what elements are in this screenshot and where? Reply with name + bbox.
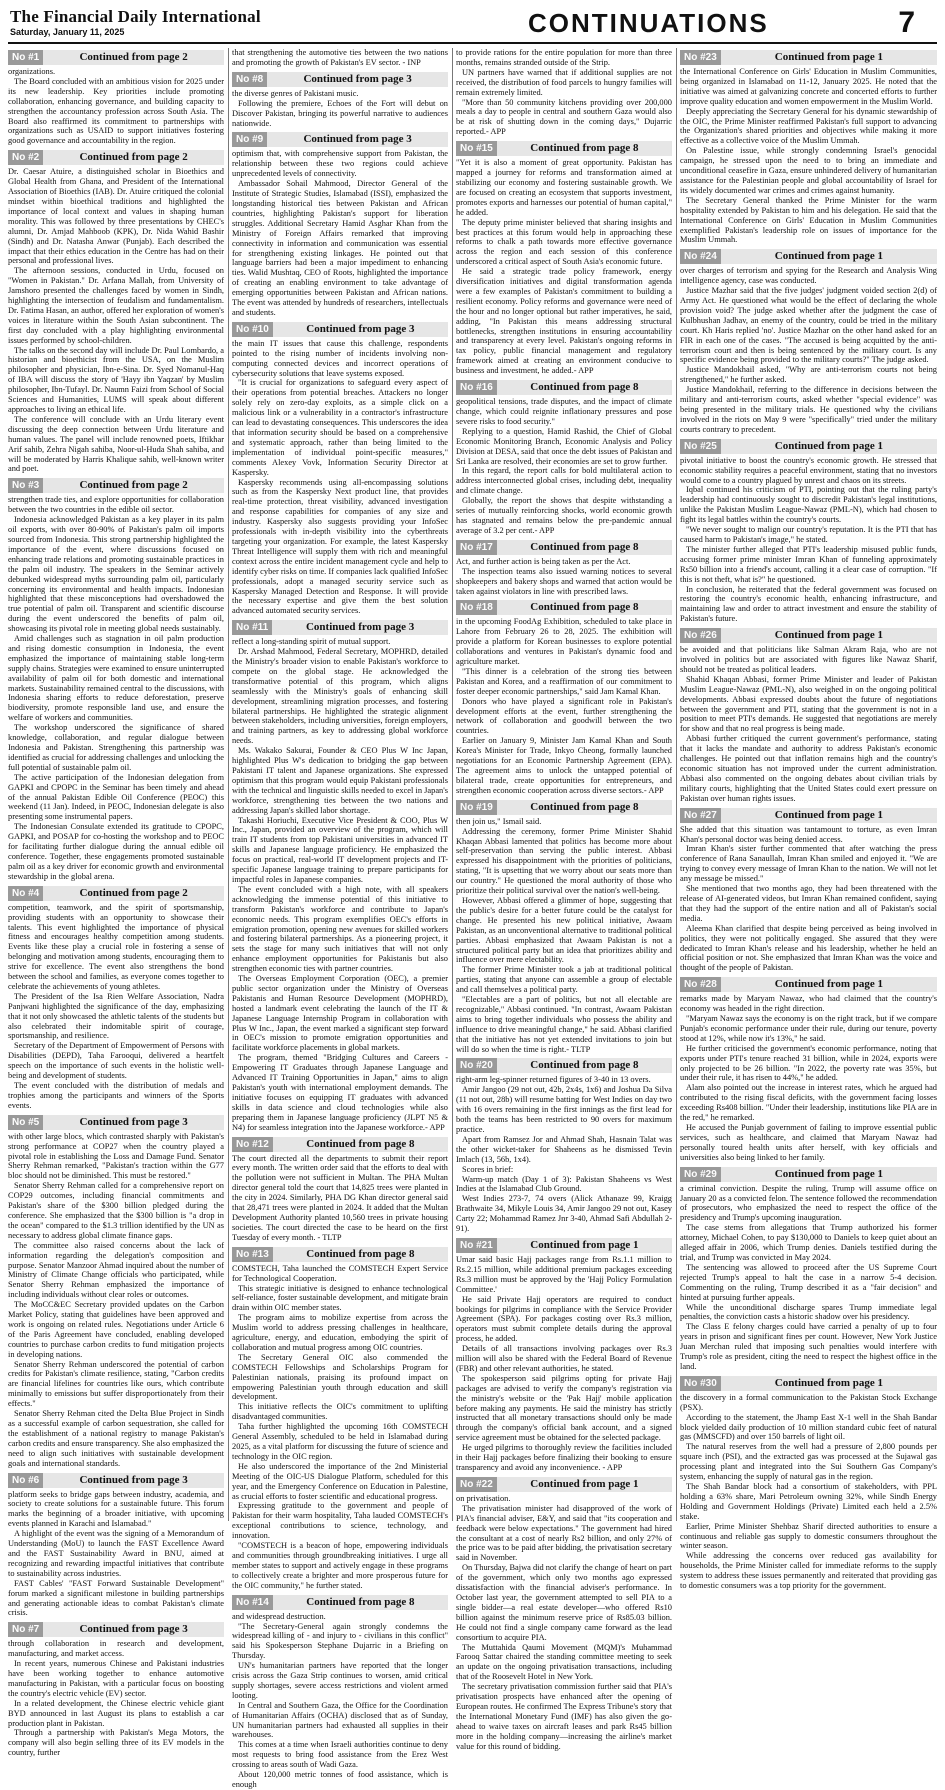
continued-from-label: Continued from page 8: [530, 540, 639, 553]
story-number-tag: No #11: [232, 620, 272, 635]
story-paragraph: be avoided and that politicians like Salman Akram Raja, who are not involved in politics but are associated with figures like Nawaz Sharif, should not be treated as political leaders.: [680, 645, 937, 674]
continued-from-label: Continued from page 1: [530, 1238, 639, 1251]
story-number-tag: No #2: [8, 150, 43, 165]
story-header: [232, 132, 448, 147]
column-1: [8, 48, 224, 1758]
story-paragraph: This comes at a time when Israeli authorities continue to deny most requests to bring food assistance from the Erez West crossing to areas south of Wadi Gaza.: [232, 1740, 448, 1770]
story-paragraph: Ms. Wakako Sakurai, Founder & CEO Plus W Inc Japan, highlighted Plus W's dedication to bridging the gap between Pakistani IT talent and Japanese organizations. She expressed optimism that this program would equip Pakistani professionals with the technical and linguistic skills needed to excel in Japan's workforce, strengthening ties between the two nations and addressing Japan's skilled labor shortage.: [232, 746, 448, 815]
story-paragraph: The President of the Isa Rien Welfare Association, Nadra Panjwani highlighted the significance of the day, emphasizing that it not only showcased the athletic talents of the students but also celebrated their indomitable spirit of courage, sportsmanship, and resilience.: [8, 991, 224, 1041]
story-number-tag: No #28: [680, 977, 721, 992]
continuation-story: [8, 1473, 224, 1619]
continuation-story: [680, 1167, 937, 1372]
story-header: [232, 620, 448, 635]
story-paragraph: over charges of terrorism and spying for the Research and Analysis Wing intelligence agency, case was conducted.: [680, 266, 937, 286]
continued-from-label: Continued from page 2: [79, 886, 188, 899]
story-paragraph: Earlier, Prime Minister Shehbaz Sharif directed authorities to ensure a continuous and reliable gas supply to domestic consumers throughout the winter season.: [680, 1521, 937, 1551]
story-paragraph: "Yet it is also a moment of great opportunity. Pakistan has mapped a journey for reforms and transformation aimed at stabilizing our economy and fostering sustainable growth. We are focused on creating an ecosystem that supports investment, promotes exports and harnesses our potential of human capital," he added.: [456, 158, 672, 217]
story-header: [8, 886, 224, 901]
story-paragraph: According to the statement, the Jhamp East X-1 well in the Shah Bandar block yielded daily production of 10 million standard cubic feet of natural gas (MMSCFD) and over 150 barrels of light oil.: [680, 1412, 937, 1442]
story-body: [232, 1264, 448, 1591]
story-paragraph: Alam also pointed out the increase in interest rates, which he argued had contributed to the rising fiscal deficits, with the government facing losses exceeding Rs408 billion. "Under their leadership, institutions like PIA are in the red," he remarked.: [680, 1083, 937, 1123]
story-paragraph: This initiative reflects the OIC's commitment to uplifting disadvantaged communities.: [232, 1402, 448, 1422]
story-body: [680, 825, 937, 974]
story-number-tag: No #6: [8, 1473, 43, 1488]
story-paragraph: The afternoon sessions, conducted in Urdu, focused on "Women in Pakistan." Dr. Arfana Mallah, from University of Jamshoro presented the challenges faced by women in Sindh, highlighting the intersection of feudalism and fundamentalism. Dr. Fatima Hasan, an author, offered her exploration of women's voices in literature within the South Asian subcontinent. The first day concluded with a play highlighting environmental issues performed by school-children.: [8, 266, 224, 345]
story-paragraph: However, Abbasi offered a glimmer of hope, suggesting that the public's desire for a better future could be the catalyst for change. He presented his new political initiative, Awaam Pakistan, as an unconventional alternative to traditional political parties. Abbasi emphasized that Awaam Pakistan is not a structured political party but an idea that prioritizes ability and influence over mere electability.: [456, 895, 672, 965]
story-number-tag: No #7: [8, 1622, 43, 1637]
continued-from-label: Continued from page 8: [306, 1137, 415, 1150]
story-body: [8, 67, 224, 146]
story-header: [680, 439, 937, 454]
story-header: [680, 977, 937, 992]
continuation-story: [8, 1115, 224, 1469]
continuation-story: [680, 439, 937, 624]
story-paragraph: "We never sought to malign our country's reputation. It is the PTI that has caused harm to Pakistan's image," he stated.: [680, 525, 937, 544]
story-paragraph: The sentencing was allowed to proceed after the US Supreme Court rejected Trump's appeal to halt the case in a narrow 5-4 decision. Commenting on the ruling, Trump described it as a "fair decision" and hinted at pursuing further appeals.: [680, 1262, 937, 1302]
continuation-story: [232, 620, 448, 1132]
story-paragraph: The deputy prime minister believed that sharing insights and best practices at this forum would help in approaching these reforms to chalk a path towards more effective governance across the region and each session of this conference underscored a critical aspect of South Asia's economic future.: [456, 217, 672, 267]
continuation-story: [680, 628, 937, 804]
story-paragraph: The Shah Bandar block had a consortium of stakeholders, with PPL holding a 63% share, Mari Petroleum owning 32%, while Sindh Energy Holding and Government Holdings (Private) Limited each held a 2.5% stake.: [680, 1482, 937, 1521]
page-number: 7: [898, 6, 915, 39]
story-paragraph: the discovery in a formal communication to the Pakistan Stock Exchange (PSX).: [680, 1392, 937, 1412]
section-title: CONTINUATIONS: [528, 8, 769, 38]
story-header: [8, 50, 224, 65]
story-paragraph: the diverse genres of Pakistani music.: [232, 88, 359, 98]
story-paragraph: in the upcoming FoodAg Exhibition, scheduled to take place in Lahore from February 26 to 28, 2025. The exhibition will provide a platform for Korean businesses to explore potential collaborations and ventures in Pakistan's dynamic food and agriculture market.: [456, 617, 672, 667]
continued-from-label: Continued from page 1: [530, 1477, 639, 1490]
story-paragraph: Deeply appreciating the Secretary General for his dynamic stewardship of the OIC, the Prime Minister reaffirmed Pakistan's full support to advancing the Organization's shared priorities and objectives while making it more effective as a collective voice of the Muslim Ummah.: [680, 106, 937, 146]
issue-date: Saturday, January 11, 2025: [10, 27, 125, 37]
story-body: [8, 495, 224, 881]
continuation-story: [456, 540, 672, 597]
continuation-story: [456, 380, 672, 536]
story-number-tag: No #1: [8, 50, 43, 65]
continued-from-label: Continued from page 8: [530, 601, 639, 614]
column-4: [680, 48, 937, 1591]
story-paragraph: The conference will conclude with an Urdu literary event discussing the deep connection between Urdu literature and human values. The panel will include renowned poets, Iftikhar Arif sahib, Zehra Nigah sahiba, Noor-ul-Huda Shah sahiba, and will be moderated by Harris Khalique sahib, well-known writer and poet.: [8, 414, 224, 474]
story-header: [456, 540, 672, 555]
continuation-story: [456, 600, 672, 795]
continuation-story: [680, 50, 937, 245]
story-paragraph: The program aims to mobilize expertise from across the Muslim world to address pressing challenges in healthcare, agriculture, energy, and education, embodying the spirit of collaboration and mutual progress among OIC countries.: [232, 1313, 448, 1352]
story-paragraph: FAST Cables' "FAST Forward Sustainable Development" forum marked a significant milestone in building partnerships and generating actionable ideas to combat Pakistan's climate crisis.: [8, 1578, 224, 1618]
story-body: [8, 903, 224, 1111]
continued-from-label: Continued from page 8: [306, 1595, 415, 1608]
story-number-tag: No #17: [456, 540, 497, 555]
story-paragraph: Abbasi further critiqued the current government's performance, stating that it lacks the mandate and authority to address Pakistan's economic challenges. He pointed out that inflation remains high and the country's economic situation has not improved under the current administration. Abbasi also commented on the ongoing debates about civilian trials by military courts, highlighting that the United States could exert pressure on Pakistan over human rights issues.: [680, 734, 937, 803]
story-body: [680, 266, 937, 434]
story-paragraph: geopolitical tensions, trade disputes, and the impact of climate change, which could reignite inflationary pressures and pose severe risks to food security.": [456, 397, 672, 426]
story-body: [8, 1132, 224, 1469]
story-paragraph: Imran Khan's sister further commented that after watching the press conference of Rana Sanaullah, Imran Khan smiled and enjoyed it. "We are trying to convey every message of Imran Khan to the nation. We will not let any message be missed.": [680, 844, 937, 884]
story-paragraph: In this regard, the report calls for bold multilateral action to address interconnected global crises, including debt, inequality and climate change.: [456, 466, 672, 496]
continuation-story: [8, 1622, 224, 1758]
story-body: [232, 1612, 448, 1790]
story-paragraph: Amid challenges such as stagnation in oil palm production and rising domestic consumption in Indonesia, the event emphasized the importance of maintaining stable long-term supply chains. Strategies were examined to ensure uninterrupted availability of palm oil for both domestic and international markets. Sustainability remained central to the discussions, with Indonesia sharing efforts to reduce deforestation, preserve biodiversity, promote responsible land use, and ensure the welfare of workers and communities.: [8, 634, 224, 723]
story-paragraph: Indonesia acknowledged Pakistan as a key player in its palm oil exports, with over 80-90% of Pakistan's palm oil imports sourced from Indonesia. This strong partnership highlighted the importance of the event, where discussions focused on enhancing trade relations and promoting sustainable practices in the palm oil industry. The speakers in the Seminar actively debunked widespread myths surrounding palm oil, particularly concerning its environmental and health impacts. Indonesian highlighted that these misconceptions had overshadowed the true potential of palm oil. Transparent and scientific discourse during the event underscored the benefits of palm oil, showcasing its pivotal role in meeting global needs sustainably.: [8, 515, 224, 634]
continued-from-label: Continued from page 2: [79, 479, 188, 492]
column-divider: [676, 48, 677, 1521]
story-number-tag: No #13: [232, 1247, 273, 1262]
story-paragraph: The former Prime Minister took a jab at traditional political parties, stating that anyone can assemble a group of electable and call themselves a political party.: [456, 965, 672, 995]
story-paragraph: Justice Mazhar said that the five judges' judgment voided section 2(d) of Army Act. He questioned what would be the effect of declaring the whole provision void? The judge asked whether after the judgment the case of Kulbhushan Jadhav, an enemy of the country, could be tried in the military court. Kh Haris replied 'no'. Justice Mazhar on the other hand asked for an FIR in each one of the cases. "The accused is being acquitted by the anti-terrorism court and then is being sentenced by the military court. Is any specific evidence being provided to the military courts?" The judge asked.: [680, 286, 937, 365]
story-number-tag: No #19: [456, 800, 497, 815]
story-paragraph: Umar said basic Hajj packages range from Rs.1.1 million to Rs.2.15 million, while additional premium packages exceeding Rs.3 million must be approved by the 'Hajj Policy Formulation Committee.': [456, 1254, 672, 1294]
story-number-tag: No #16: [456, 380, 497, 395]
story-paragraph: He said Private Hajj operators are required to conduct bookings for pilgrims in compliance with the Service Provider Agreement (SPA). For packages costing over Rs.3 million, operators must submit complete details during the approval process, he added.: [456, 1294, 672, 1344]
story-body: [8, 167, 224, 474]
continuation-story: [680, 977, 937, 1162]
story-paragraph: The natural reserves from the well had a pressure of 2,800 pounds per square inch (PSI), and the extracted gas was processed at the Sujawal gas processing plant and integrated into the Sui Southern Gas Company's system, enhancing the supply of natural gas in the region.: [680, 1442, 937, 1482]
continued-from-label: Continued from page 1: [774, 439, 884, 452]
story-paragraph: Details of all transactions involving packages over Rs.3 million will also be shared with the Federal Board of Revenue (FBR) and other relevant authorities, he stated.: [456, 1344, 672, 1373]
story-paragraph: Globally, the report the shows that despite withstanding a series of mutually reinforcing shocks, world economic growth has stagnated and remains below the pre-pandemic annual average of 3.2 per cent.- APP: [456, 496, 672, 535]
story-paragraph: The committee also raised concerns about the lack of information regarding the delegation's composition and purpose. Senator Manzoor Ahmad inquired about the number of Ministry of Climate Change officials who participated, while Senator Sherry Rehman emphasized the importance of including individuals without clear roles or outcomes.: [8, 1240, 224, 1300]
column-2: [232, 48, 448, 1789]
story-paragraph: The court directed all the departments to submit their report every month. The written order said that the efforts to deal with the pollution were not sufficient in Multan. The PHA Multan director general told the court that 14,825 trees were planted in the city in 2024. Similarly, PHA DG Khan director general said that 28,471 trees were planted in 2024. It added that the Multan Development Authority planted 10,560 trees in private housing societies. The court directed the case to be heard on the first Tuesday of every month. - TLTP: [232, 1153, 448, 1242]
story-paragraph: The program, themed "Bridging Cultures and Careers - Empowering IT Graduates through Japanese Language and Advanced IT Training Opportunities in Japan," aims to align Pakistan's youth with international employment demands. The initiative focuses on equipping IT graduates with advanced skills in data science and cloud technologies while also preparing them in Japanese language proficiency (JLPT N5 & N4) for seamless integration into the Japanese workforce.- APP: [232, 1053, 448, 1132]
story-paragraph: Dr. Caesar Atuire, a distinguished scholar in Bioethics and Global Health from Ghana, and President of the International Association of Bioethics (IAB). Dr. Atuire critiqued the colonial mindset within bioethical traditions and highlighted the importance of local context and values in shaping human morality. This was followed by three presentations by CHEC's alumni, Dr. Amjad Mahboob (KPK), Dr. Nida Wahid Bashir (Sindh) and Dr. Natasha Anwar (Punjab). Each described the impact that their ethics education in the Centre has had on their personal and professional lives.: [8, 167, 224, 266]
story-paragraph: This strategic initiative is designed to enhance technological self-reliance, foster sustainable development, and mitigate brain drain within OIC member states.: [232, 1283, 448, 1313]
continuation-story: [456, 800, 672, 1055]
continuation-story: [456, 1058, 672, 1234]
story-body: [680, 994, 937, 1162]
story-paragraph: She added that this situation was tantamount to torture, as even Imran Khan's personal doctor was being denied access.: [680, 824, 937, 844]
continued-from-label: Continued from page 3: [79, 1473, 188, 1486]
story-paragraph: Justice Mandokhail asked, "Why are anti-terrorism courts not being strengthened," he further asked.: [680, 365, 937, 385]
continued-from-label: Continued from page 8: [530, 800, 639, 813]
story-paragraph: "More than 50 community kitchens providing over 200,000 meals a day to people in central and southern Gaza would also be at risk of shutting down in the coming days," Dujarric reported.- APP: [456, 97, 672, 137]
story-header: [8, 1622, 224, 1637]
story-paragraph: The Class E felony charges could have carried a penalty of up to four years in prison and significant fines per count. However, New York Justice Juan Merchan ruled that imposing such penalties would interfere with Trump's role as president, citing the need to respect the highest office in the land.: [680, 1322, 937, 1371]
story-paragraph: Kaspersky recommends using all-encompassing solutions such as from the Kaspersky Next product line, that provides real-time protection, threat visibility, advanced investigation and response capabilities for companies of any size and industry. Kaspersky also suggests providing your InfoSec professionals with in-depth visibility into the cyberthreats targeting your organization. For example, the latest Kaspersky Threat Intelligence will supply them with rich and meaningful context across the entire incident management cycle and help to identify cyber risks on time. If companies lack qualified InfoSec professionals, adopt a managed security service such as Kaspersky Managed Detection and Response. It will provide the necessary expertise and give them the best solution advanced automated security services.: [232, 477, 448, 616]
story-header: [456, 1477, 672, 1492]
story-number-tag: No #29: [680, 1167, 721, 1182]
story-number-tag: No #30: [680, 1376, 721, 1391]
story-number-tag: No #26: [680, 628, 721, 643]
story-body: [456, 1255, 672, 1473]
story-number-tag: No #22: [456, 1477, 497, 1492]
story-number-tag: No #12: [232, 1137, 273, 1152]
story-body: [232, 89, 448, 129]
story-paragraph: The privatisation minister had disapproved of the work of PIA's financial adviser, E&Y, and said that "its cooperation and feedback were below expectations." The government had hired the consultant at a cost of nearly Rs2 billion, and only 27% of the price was to be paid after bidding, the privatisation secretary said in November.: [456, 1503, 672, 1563]
continuation-story: [232, 72, 448, 129]
continuation-story: [456, 141, 672, 376]
story-number-tag: No #21: [456, 1238, 497, 1253]
story-paragraph: and widespread destruction.: [232, 1611, 326, 1621]
story-paragraph: Through a partnership with Pakistan's Mega Motors, the company will also begin selling three of its EV models in the country, further: [8, 1728, 224, 1758]
continued-from-label: Continued from page 1: [774, 1376, 884, 1389]
story-body: [232, 1154, 448, 1243]
story-header: [8, 478, 224, 493]
story-paragraph: He accused the Punjab government of failing to improve essential public services, such as healthcare, and claimed that Maryam Nawaz had personally toured health units after herself, with key officials and universities also being linked to her family.: [680, 1123, 937, 1162]
story-paragraph: About 120,000 metric tonnes of food assistance, which is enough: [232, 1770, 448, 1789]
story-paragraph: Addressing the ceremony, former Prime Minister Shahid Khaqan Abbasi lamented that politics has become more about self-preservation than serving the public interest. Abbasi expressed his disappointment with the priorities of politicians, stating, "It is upsetting that we worry about our seats more than our country." He questioned the moral authority of those who prioritize their political survival over the nation's well-being.: [456, 826, 672, 896]
continued-from-label: Continued from page 1: [774, 629, 884, 642]
story-paragraph: He urged pilgrims to thoroughly review the facilities included in their Hajj packages before finalizing their booking to ensure transparency and avoid any inconvenience. - APP: [456, 1443, 672, 1472]
story-header: [8, 1115, 224, 1130]
story-paragraph: on privatisation.: [456, 1493, 511, 1503]
continued-from-label: Continued from page 2: [79, 151, 188, 164]
story-paragraph: He said a strategic trade policy framework, energy diversification initiatives and digital transformation agenda were a few examples of Pakistan's commitment to building a resilient economy. Policy reforms and governance were need of the hour and no longer optional but rather imperatives, he said, adding, "In Pakistan this means addressing structural bottlenecks, strengthen institutions in ensuring accountability and transparency at every level. Pakistan's ongoing reforms in tax policy, public financial management and regulatory framework aimed at creating an environment conducive to business and investment, he added.- APP: [456, 267, 672, 376]
story-paragraph: The spokesperson said pilgrims opting for private Hajj packages are advised to verify the company's registration via the ministry's website or the 'Pak Hajj' mobile application before making any payments. He said the ministry has strictly instructed that all monetary transactions should only be made through the company's official bank account, and a signed service agreement must be obtained for the selected package.: [456, 1373, 672, 1443]
continued-from-label: Continued from page 8: [530, 142, 639, 155]
story-paragraph: optimism that, with comprehensive support from Pakistan, the relationship between these two regions could achieve unprecedented levels of connectivity.: [232, 149, 448, 179]
story-paragraph: to provide rations for the entire population for more than three months, remains stranded outside of the Strip.: [456, 48, 672, 67]
story-number-tag: No #15: [456, 141, 497, 156]
continuation-story: [456, 48, 672, 137]
story-paragraph: A highlight of the event was the signing of a Memorandum of Understanding (MoU) to launch the FAST Excellence Award and the FAST Sustainability Award in BNU, aimed at recognizing and rewarding impactful initiatives that contribute to sustainability across industries.: [8, 1529, 224, 1578]
column-divider: [228, 48, 229, 1521]
story-header: [232, 1595, 448, 1610]
story-paragraph: Aleema Khan clarified that despite being perceived as being involved in politics, they were not politically engaged. She assured that they were dedicated to Imran Khan's release and his leadership, whether he held an official position or not. She emphasized that Imran Khan was the voice and thought of the people of Pakistan.: [680, 923, 937, 973]
story-paragraph: Warm-up match (Day 1 of 3): Pakistan Shaheens vs West Indies at the Islamabad Club Ground.: [456, 1174, 672, 1194]
story-paragraph: The workshop underscored the significance of shared knowledge, collaboration, and regular dialogue between Indonesia and Pakistan. Strengthening this partnership was identified as crucial for addressing challenges and unlocking the full potential of sustainable palm oil.: [8, 723, 224, 772]
story-number-tag: No #3: [8, 478, 43, 493]
story-paragraph: In conclusion, he reiterated that the federal government was focused on restoring the country's economic health, enhancing infrastructure, and maintaining law and order to attract investment and ensure the stability of Pakistan's future.: [680, 584, 937, 624]
story-number-tag: No #25: [680, 439, 721, 454]
publication-title: The Financial Daily International: [10, 7, 261, 26]
story-header: [232, 1137, 448, 1152]
story-paragraph: He also underscored the importance of the 2nd Ministerial Meeting of the OIC-US Dialogue Platform, scheduled for this year, and the Emergency Conference on Education in Palestine, as crucial efforts to foster scientific and educational progress.: [232, 1461, 448, 1501]
column-divider: [452, 48, 453, 1521]
continuation-story: [680, 808, 937, 974]
story-paragraph: Act, and further action is being taken as per the Act.: [456, 556, 631, 566]
continued-from-label: Continued from page 8: [530, 1059, 639, 1072]
story-body: [232, 149, 448, 317]
story-paragraph: that strengthening the automotive ties between the two nations and promoting the growth of Pakistan's EV sector. - INP: [232, 48, 448, 67]
story-body: [456, 557, 672, 597]
story-paragraph: platform seeks to bridge gaps between industry, academia, and society to create solutions for a sustainable future. This forum marks the beginning of a broader initiative, with upcoming events planned in Karachi and Islamabad.": [8, 1489, 224, 1529]
story-body: [456, 48, 672, 137]
story-paragraph: The secretary privatisation commission further said that PIA's privatisation prospects have enhanced after the opening of European routes. He confirmed The Express Tribune's story that the International Monetary Fund (IMF) has also given the go-ahead to waive taxes on aircraft leases and park Rs45 billion more in the holding company—increasing the airline's market value for this round of bidding.: [456, 1682, 672, 1751]
story-paragraph: Replying to a question, Hamid Rashid, the Chief of Global Economic Monitoring Branch, Economic Analysis and Policy Division at DESA, said that once the debt issues of Pakistan and Sri Lanka are resolved, their economies are set to grow further.: [456, 426, 672, 466]
story-paragraph: The event concluded with a high note, with all speakers acknowledging the immense potential of this initiative to transform Pakistan's workforce and contribute to Japan's economic needs. This program exemplifies OEC's efforts in emigration promotion, opening new avenues for skilled workers and fostering bilateral partnerships. As a pioneering project, it sets the stage for many such initiatives that will not only enhance employment opportunities for Pakistanis but also strengthen economic ties with partner countries.: [232, 884, 448, 974]
story-paragraph: "COMSTECH is a beacon of hope, empowering individuals and communities through groundbreaking initiatives. I urge all member states to support and actively engage in these programs to collectively create a brighter and more prosperous future for the OIC community," he further stated.: [232, 1541, 448, 1590]
story-header: [456, 1238, 672, 1253]
story-header: [232, 1247, 448, 1262]
story-paragraph: While addressing the concerns over reduced gas availability for households, the Prime Minister called for immediate reforms to the supply system to address these issues permanently and reiterated that providing gas to domestic consumers was a top priority for the government.: [680, 1551, 937, 1591]
story-paragraph: In a related development, the Chinese electric vehicle giant BYD announced in last August its plans to establish a car production plant in Pakistan.: [8, 1698, 224, 1728]
story-body: [456, 817, 672, 1055]
story-header: [456, 380, 672, 395]
story-paragraph: UN partners have warned that if additional supplies are not received, the distribution of food parcels to hungry families will remain extremely limited.: [456, 67, 672, 97]
story-body: [232, 637, 448, 1132]
story-paragraph: The MoCC&EC Secretary provided updates on the Carbon Market Policy, stating that guidelines have been approved and work is ongoing on related rules. Negotiations under Article 6 of the Paris Agreement have concluded, enabling developed countries to purchase carbon credits to fund mitigation projects in developing nations.: [8, 1300, 224, 1359]
continuation-story: [8, 50, 224, 146]
story-header: [680, 249, 937, 264]
story-body: [456, 158, 672, 376]
story-paragraph: In Central and Southern Gaza, the Office for the Coordination of Humanitarian Affairs (OCHA) disclosed that as of Sunday, UN humanitarian partners had exhausted all supplies in their warehouses.: [232, 1700, 448, 1740]
story-body: [232, 48, 448, 68]
continued-from-label: Continued from page 1: [774, 51, 884, 63]
masthead: [8, 6, 937, 44]
story-paragraph: Takashi Horiuchi, Executive Vice President & COO, Plus W Inc., Japan, provided an overview of the program, which will train IT students from top Pakistani universities in advanced IT skills and Japanese language proficiency. He emphasized the focus on practical, real-world IT development projects and IT-specific Japanese language training to prepare participants for impactful roles in Japanese companies.: [232, 815, 448, 884]
story-paragraph: Earlier on January 9, Minister Jam Kamal Khan and South Korea's Minister for Trade, Inkyo Cheong, formally launched negotiations for an Economic Partnership Agreement (EPA). The agreement aims to unlock the untapped potential of bilateral trade, create opportunities for entrepreneurs, and strengthen economic cooperation across diverse sectors.- APP: [456, 736, 672, 795]
story-paragraph: In recent years, numerous Chinese and Pakistani industries have been working together to enhance automotive manufacturing in Pakistan, with a particular focus on boosting the country's electric vehicle (EV) sector.: [8, 1659, 224, 1698]
continued-from-label: Continued from page 3: [303, 133, 412, 146]
story-paragraph: Taha further highlighted the upcoming 16th COMSTECH General Assembly, scheduled to be held in Islamabad during 2025, as a vital platform for discussing the future of science and technology in the OIC region.: [232, 1422, 448, 1461]
story-paragraph: The Overseas Employment Corporation (OEC), a premier public sector organization under the Ministry of Overseas Pakistanis and Human Resource Development (MOPHRD), hosted a landmark event celebrating the launch of the IT & Japanese Language Internship Program in collaboration with Plus W Inc., Japan, the event marked a significant step forward in OEC's mission to promote emigration opportunities and facilitate workforce placements in global markets.: [232, 974, 448, 1053]
story-paragraph: The case stems from allegations that Trump authorized his former attorney, Michael Cohen, to pay $130,000 to Daniels to keep quiet about an alleged affair in 2006, which Trump denies. Daniels testified during the trial, and Trump was convicted in May 2024.: [680, 1223, 937, 1262]
story-paragraph: The Indonesian Consulate extended its gratitude to CPOPC, GAPKI, and POSAP for co-hosting the workshop and to PEOC for facilitating further dialogue during the annual edible oil conference. Together, these engagements promoted sustainable palm oil as a key driver for economic growth and environmental stewardship in the global arena.: [8, 822, 224, 881]
story-paragraph: Amir Jangoo (29 not out, 42b, 2x4s, 1x6) and Joshua Da Silva (11 not out, 28b) will resume batting for West Indies on day two with 16 overs remaining in the first innings as the first lead for both the teams has been restricted to 90 overs for maximum practice.: [456, 1085, 672, 1134]
story-paragraph: The talks on the second day will include Dr. Paul Lombardo, a historian and bioethicist from the USA, on the Muslim philosopher and physician, Ibn-e-Sina. Dr. Syed Nomanul-Haq of IBA will discuss the story of 'Hayy ibn Yaqzan' by Muslim philosopher, Ibn-Tufayl. Dr. Naumn Faizi from School of Social Sciences and Humanities, LUMS will speak about different approaches to living an ethical life.: [8, 345, 224, 414]
story-paragraph: The Secretary General thanked the Prime Minister for the warm hospitality extended by Pakistan to him and his delegation. He said that the International Conference on Girls' Education in Muslim Communities exemplified Pakistan's leadership role on issues of importance for the Muslim Ummah.: [680, 195, 937, 245]
story-body: [680, 456, 937, 624]
story-paragraph: right-arm leg-spinner returned figures of 3-40 in 13 overs.: [456, 1075, 651, 1085]
story-body: [680, 1184, 937, 1372]
story-header: [680, 50, 937, 65]
story-paragraph: While the unconditional discharge spares Trump immediate legal penalties, the conviction casts a historic shadow over his presidency.: [680, 1302, 937, 1322]
story-paragraph: COMSTECH, Taha launched the COMSTECH Expert Service for Technological Cooperation.: [232, 1263, 448, 1283]
continuation-story: [232, 322, 448, 616]
story-paragraph: The event concluded with the distribution of medals and trophies among the participants and winners of the Sports events.: [8, 1081, 224, 1110]
story-header: [456, 141, 672, 156]
story-header: [232, 322, 448, 337]
story-paragraph: "Maryam Nawaz says the economy is on the right track, but if we compare Punjab's economic performance under their rule, during our tenure, poverty stood at 12%, while now it's 13%," he said.: [680, 1014, 937, 1043]
continued-from-label: Continued from page 1: [774, 1167, 884, 1180]
story-paragraph: Secretary of the Department of Empowerment of Persons with Disabilities (DEPD), Taha Farooqui, delivered a heartfelt speech on the importance of such events in the holistic well-being and development of students.: [8, 1041, 224, 1081]
story-paragraph: Ambassador Sohail Mahmood, Director General of the Institute of Strategic Studies, Islamabad (ISSI), emphasized the longstanding historical ties between Pakistan and African countries, highlighting Pakistan's support for liberation struggles. Additional Secretary Hamid Asghar Khan from the Ministry of Foreign Affairs remarked that improving connectivity in information and communication was essential for strengthening existing linkages. He pointed out that language barriers had been a major impediment to enhancing ties. Walid Mushtaq, CEO of Roots, highlighted the importance of creating an enabling environment to take advantage of emerging opportunities between Pakistan and African nations. The event was attended by hundreds of researchers, intellectuals and students.: [232, 179, 448, 317]
continuation-story: [232, 1137, 448, 1243]
story-body: [456, 1075, 672, 1234]
story-number-tag: No #23: [680, 50, 721, 65]
story-paragraph: The active participation of the Indonesian delegation from GAPKI and CPOPC in the Seminar has been timely and ahead of the annual Pakistan Edible Oil Conference (PEOC) this weekend (11 Jan). Indeed, in PEOC, Indonesian delegate is also presenting some instrumental papers.: [8, 772, 224, 822]
continued-from-label: Continued from page 3: [305, 621, 415, 634]
continued-from-label: Continued from page 3: [79, 1115, 188, 1128]
continuation-story: [456, 1238, 672, 1473]
story-paragraph: Apart from Ramsez Jor and Ahmad Shah, Hasnain Talat was the other wicket-taker for Shaheens as he dismissed Tevin Imlach (13, 56b, 1x4).: [456, 1134, 672, 1164]
story-paragraph: Iqbal continued his criticism of PTI, pointing out that the ruling party's leadership had continuously sought to discredit Pakistan's legal institutions, unlike the Pakistan Muslim League-Nawaz (PML-N), which had chosen to fight its legal battles within the country's courts.: [680, 485, 937, 525]
story-paragraph: The inspection teams also issued warning notices to several shopkeepers and bakery shops and warned that action would be taken against violators in line with prescribed laws.: [456, 566, 672, 596]
story-body: [680, 67, 937, 245]
continuation-story: [8, 478, 224, 881]
story-paragraph: the main IT issues that cause this challenge, respondents pointed to the rising number of incidents involving non-computing connected devices and incorrect operations of cybersecurity solutions that leave systems exposed.: [232, 338, 448, 378]
continued-from-label: Continued from page 2: [79, 51, 188, 63]
story-body: [680, 1393, 937, 1591]
story-paragraph: "It is crucial for organizations to safeguard every aspect of their operations from potential breaches. Attackers no longer solely rely on zero-day exploits, as a simple click on a malicious link or a vulnerability in a contractor's infrastructure can lead to devastating consequences. This underscores the idea that information security should be based on a comprehensive and systematic approach, rather than being limited to the implementation of individual point-specific measures," comments Alexey Vovk, Information Security Director at Kaspersky.: [232, 378, 448, 477]
story-paragraph: the International Conference on Girls' Education in Muslim Communities, being organized in Islamabad on 11-12, January 2025. He noted that the initiative was aimed at galvanizing concrete and concerted efforts to further improve quality education and women empowerment in the Muslim World.: [680, 67, 937, 106]
story-number-tag: No #24: [680, 249, 721, 264]
story-number-tag: No #5: [8, 1115, 43, 1130]
story-paragraph: a criminal conviction. Despite the ruling, Trump will assume office on January 20 as a convicted felon. The sentence followed the recommendation of prosecutors, who emphasized the need to respect the office of the presidency and Trump's upcoming inauguration.: [680, 1183, 937, 1223]
story-header: [8, 1473, 224, 1488]
continuation-story: [8, 150, 224, 474]
story-paragraph: organizations.: [8, 67, 56, 76]
story-paragraph: On Thursday, Bajwa did not clarify the change of heart on part of the government, which only two months ago expressed dissatisfaction with the financial adviser's performance. In October last year, the government attempted to sell PIA to a single bidder—a real estate developer—who offered Rs10 billion against the minimum reserve price of Rs85.03 billion. He could not find a single company came forward as the lead consortium to acquire PIA.: [456, 1563, 673, 1642]
story-header: [456, 800, 672, 815]
story-header: [456, 600, 672, 615]
story-paragraph: through collaboration in research and development, manufacturing, and market access.: [8, 1639, 224, 1659]
story-header: [456, 1058, 672, 1073]
story-paragraph: The Board concluded with an ambitious vision for 2025 under its new leadership. Key priorities include promoting collaboration, enhancing governance, and building capacity to strengthen the accountancy profession across South Asia. The Board also reaffirmed its commitment to partnerships with organizations such as USAID to support initiatives fostering good governance and accountability in the region.: [8, 76, 224, 146]
continuation-story: [680, 1376, 937, 1591]
continuation-story: [680, 249, 937, 434]
story-header: [8, 150, 224, 165]
story-paragraph: The minister further alleged that PTI's leadership misused public funds, accusing former prime minister Imran Khan of funneling approximately Rs50 billion into a friend's account, calling it a clear case of corruption. "If this is not theft, what is?" he questioned.: [680, 544, 937, 584]
story-paragraph: UN's humanitarian partners have reported that the longer crisis across the Gaza Strip continues to worsen, amid critical supply shortages, severe access restrictions and violent armed looting.: [232, 1661, 448, 1700]
story-paragraph: Shahid Khaqan Abbasi, former Prime Minister and leader of Pakistan Muslim League-Nawaz (PML-N), also weighed in on the ongoing political developments. Abbasi expressed doubts about the future of negotiations between the government and PTI, stating that the government is not in a position to meet PTI's demands. He suggested that negotiations are merely for show and that no real progress is being made.: [680, 674, 937, 734]
story-paragraph: pivotal initiative to boost the country's economic growth. He stressed that economic stability requires a peaceful environment, stating that no investors would come to a country plagued by unrest and chaos on its streets.: [680, 455, 937, 485]
story-number-tag: No #9: [232, 132, 267, 147]
continuation-story: [232, 1247, 448, 1591]
story-body: [456, 1494, 672, 1752]
story-paragraph: She mentioned that two months ago, they had been threatened with the release of AI-generated videos, but Imran Khan remained confident, saying that they had the support of the entire nation and all of Pakistan's social media.: [680, 884, 937, 923]
story-paragraph: Following the premiere, Echoes of the Fort will debut on Discover Pakistan, bringing its powerful narrative to audiences nationwide.: [232, 98, 448, 128]
story-number-tag: No #18: [456, 600, 497, 615]
story-body: [680, 645, 937, 804]
story-header: [680, 1167, 937, 1182]
story-paragraph: He further criticised the government's economic performance, noting that exports under PTI's tenure reached 31 billion, while in 2024, exports were only projected to be 26 billion. "In 2022, the poverty rate was 35%, but under their rule, it has risen to 44%," he added.: [680, 1043, 937, 1083]
story-body: [456, 617, 672, 795]
story-paragraph: Justice Mandokhail, referring to the difference in decisions between the military and anti-terrorism courts, asked whether "special evidence" was being presented in the military trials. He questioned why the civilians involved in the riots on May 9 were "specifically" tried under the military courts contrary to precedent.: [680, 385, 937, 434]
story-number-tag: No #14: [232, 1595, 273, 1610]
story-paragraph: The Secretary General OIC also commended the COMSTECH Fellowships and Scholarships Program for Palestinian nationals, praising its profound impact on empowering Palestinian youth through education and skill development.: [232, 1352, 448, 1402]
continuation-story: [232, 48, 448, 68]
story-paragraph: Senator Sherry Rehman called for a comprehensive report on COP29 outcomes, including financial commitments and Pakistan's share of the $300 billion pledged during the conference. She emphasized that the $300 billion is "a drop in the ocean" compared to the $1.3 trillion identified by the UN as necessary to address global climate finance gaps.: [8, 1181, 224, 1240]
story-paragraph: "This dinner is a celebration of the strong ties between Pakistan and Korea, and a reaffirmation of our commitment to foster deeper economic partnerships," said Jam Kamal Khan.: [456, 666, 672, 696]
story-number-tag: No #8: [232, 72, 267, 87]
story-paragraph: "Electables are a part of politics, but not all electable are recognizable," Abbasi continued. "In contrast, Awaam Pakistan aims to bring together individuals who possess the ability and influence to drive meaningful change," he said. Abbasi clarified that the initiative has not yet extended invitations to join but will do so when the time is right.- TLTP: [456, 995, 672, 1054]
story-number-tag: No #27: [680, 808, 721, 823]
story-paragraph: competition, teamwork, and the spirit of sportsmanship, providing students with an opportunity to showcase their talents. This event highlighted the importance of physical fitness and encourages healthy competition among students. Events like these play a crucial role in fostering a sense of belonging and motivation among students, encouraging them to strive for excellence. The event also strengthens the bond between the school and families, as everyone comes together to celebrate the achievements of young athletes.: [8, 902, 224, 991]
story-body: [8, 1490, 224, 1619]
continuation-story: [232, 1595, 448, 1790]
story-header: [680, 628, 937, 643]
story-paragraph: strengthen trade ties, and explore opportunities for collaboration between the two countries in the edible oil sector.: [8, 495, 224, 515]
story-number-tag: No #10: [232, 322, 273, 337]
story-paragraph: Senator Sherry Rehman cited the Delta Blue Project in Sindh as a successful example of carbon sequestration, she called for the establishment of a national registry to manage Pakistan's carbon credits and ensure transparency. She also emphasized the need to align such initiatives with sustainable development goals and international standards.: [8, 1409, 224, 1468]
story-header: [680, 808, 937, 823]
continued-from-label: Continued from page 1: [774, 808, 884, 821]
story-number-tag: No #4: [8, 886, 43, 901]
story-paragraph: Dr. Arshad Mahmood, Federal Secretary, MOPHRD, detailed the Ministry's broader vision to enable Pakistan's workforce to compete on the global stage. He acknowledged the transformative potential of this program, which aligns seamlessly with the Ministry's goals of enhancing skill development, streamlining migration processes, and fostering bilateral partnerships. He highlighted the strategic alignment between stakeholders, including universities, foreign employers, and training partners, as key to addressing global workforce needs.: [232, 647, 448, 746]
story-body: [456, 397, 672, 536]
story-paragraph: Senator Sherry Rehman underscored the potential of carbon credits for Pakistan's climate resilience, stating, "Carbon credits are financial lifelines for countries like ours, which contribute minimally to emissions but suffer disproportionately from their effects.": [8, 1359, 224, 1409]
story-paragraph: Scores in brief:: [462, 1164, 514, 1174]
story-paragraph: then join us," Ismail said.: [456, 816, 542, 826]
story-paragraph: West Indies 273-7, 74 overs (Alick Athanaze 99, Kraigg Brathwaite 34, Mikyle Louis 34, Amir Jangoo 29 not out, Kasey Carty 22; Mohammad Ramez Jnr 3-40, Ahmad Safi Abdullah 2-91).: [456, 1194, 672, 1234]
continued-from-label: Continued from page 3: [303, 72, 412, 85]
continued-from-label: Continued from page 3: [79, 1623, 188, 1636]
continued-from-label: Continued from page 1: [774, 250, 884, 263]
continued-from-label: Continued from page 8: [306, 1247, 415, 1260]
story-header: [680, 1376, 937, 1391]
continued-from-label: Continued from page 1: [774, 978, 884, 991]
story-number-tag: No #20: [456, 1058, 497, 1073]
story-paragraph: On Palestine issue, while strongly condemning Israel's genocidal campaign, he stressed upon the need to to bring an immediate and unconditional ceasefire in Gaza, ensure unhindered delivery of humanitarian assistance for the Palestinian people and global accountability of Israel for its widely documented war crimes and crimes against humanity.: [680, 146, 937, 195]
continued-from-label: Continued from page 8: [530, 381, 639, 394]
story-paragraph: Expressing gratitude to the government and people of Pakistan for their warm hospitality, Taha lauded COMSTECH's exceptional contributions to science, technology, and innovation.: [232, 1501, 448, 1541]
continuation-story: [232, 132, 448, 317]
story-header: [232, 72, 448, 87]
continued-from-label: Continued from page 3: [306, 322, 415, 335]
continuation-story: [8, 886, 224, 1111]
story-paragraph: with other large blocs, which contrasted sharply with Pakistan's strong performance at COP27 when the country played a pivotal role in establishing the Loss and Damage Fund. Senator Sherry Rehman remarked, "Pakistan's traction within the G77 bloc should not be diminished. This must be restored.": [8, 1131, 224, 1181]
column-3: [456, 48, 673, 1751]
story-paragraph: The Muttahida Qaumi Movement (MQM)'s Muhammad Farooq Sattar chaired the standing committee meeting to seek an update on the ongoing privatisation transactions, including that of the Roosevelt Hotel in New York.: [456, 1642, 672, 1682]
continuation-story: [456, 1477, 672, 1752]
story-paragraph: remarks made by Maryam Nawaz, who had claimed that the country's economy was headed in the right direction.: [680, 994, 937, 1014]
story-paragraph: Donors who have played a significant role in Pakistan's development efforts at the event, further strengthening the network of collaboration and goodwill between the two countries.: [456, 696, 672, 736]
story-body: [8, 1639, 224, 1758]
story-paragraph: "The Secretary-General again strongly condemns the widespread killing of - and injury to - civilians in this conflict" said his Spokesperson Stephane Dujarric in a Briefing on Thursday.: [232, 1621, 448, 1661]
story-paragraph: reflect a long-standing spirit of mutual support.: [232, 637, 391, 647]
story-body: [232, 339, 448, 616]
